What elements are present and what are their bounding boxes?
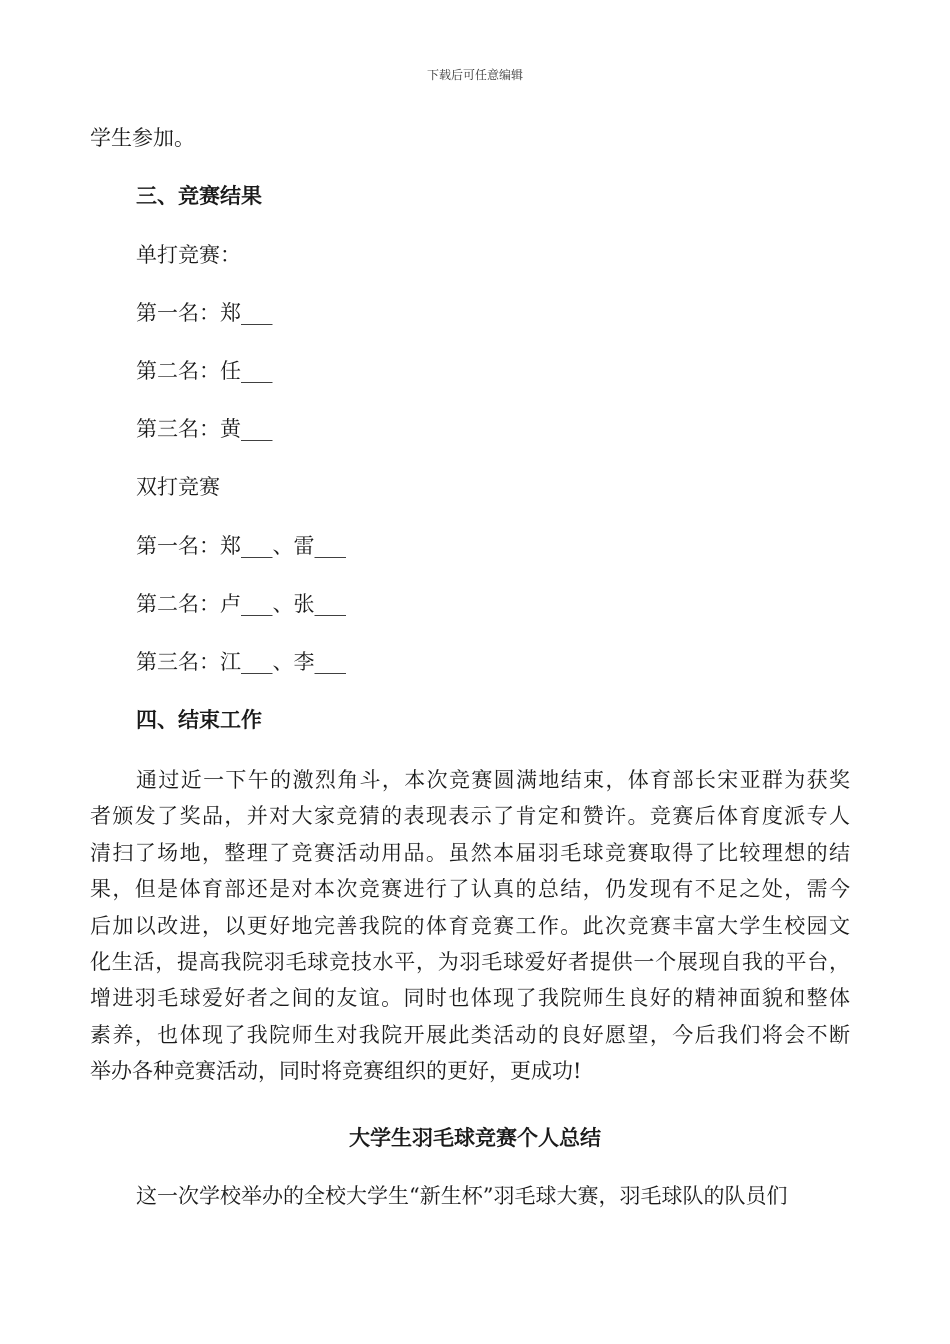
- paragraph-line: 化生活，提高我院羽毛球竞技水平，为羽毛球爱好者提供一个展现自我的平台，: [90, 950, 850, 975]
- paragraph-line: 举办各种竞赛活动，同时将竞赛组织的更好，更成功!: [90, 1059, 582, 1084]
- result-line: 第一名：郑___: [136, 301, 273, 325]
- paragraph-line: 增进羽毛球爱好者之间的友谊。同时也体现了我院师生良好的精神面貌和整体: [90, 986, 850, 1011]
- result-line: 第一名：郑___、雷___: [136, 534, 346, 558]
- section-heading-results: 三、竞赛结果: [136, 183, 262, 208]
- body-paragraph: [90, 762, 850, 1090]
- paragraph-line: 素养，也体现了我院师生对我院开展此类活动的良好愿望，今后我们将会不断: [90, 1022, 850, 1047]
- result-line: 第三名：江___、李___: [136, 650, 346, 674]
- section-heading-closing: 四、结束工作: [136, 707, 262, 732]
- text-line: 学生参加。: [90, 126, 195, 150]
- paragraph-line: 者颁发了奖品，并对大家竞猜的表现表示了肯定和赞许。竞赛后体育度派专人: [90, 804, 850, 829]
- result-line: 第二名：任___: [136, 359, 273, 383]
- text-line: 双打竞赛: [136, 475, 220, 499]
- page-header: 下载后可任意编辑: [426, 68, 523, 82]
- result-line: 第三名：黄___: [136, 417, 273, 441]
- result-line: 第二名：卢___、张___: [136, 592, 346, 616]
- text-line: 这一次学校举办的全校大学生“新生杯”羽毛球大赛，羽毛球队的队员们: [136, 1184, 788, 1208]
- text-line: 单打竞赛：: [136, 243, 241, 267]
- paragraph-line: 清扫了场地，整理了竞赛活动用品。虽然本届羽毛球竞赛取得了比较理想的结: [90, 840, 850, 865]
- document-title: 大学生羽毛球竞赛个人总结: [349, 1125, 601, 1150]
- paragraph-line: 后加以改进，以更好地完善我院的体育竞赛工作。此次竞赛丰富大学生校园文: [90, 913, 850, 938]
- paragraph-line: 通过近一下午的激烈角斗，本次竞赛圆满地结束，体育部长宋亚群为获奖: [136, 768, 850, 792]
- paragraph-line: 果，但是体育部还是对本次竞赛进行了认真的总结，仍发现有不足之处，需今: [90, 877, 850, 902]
